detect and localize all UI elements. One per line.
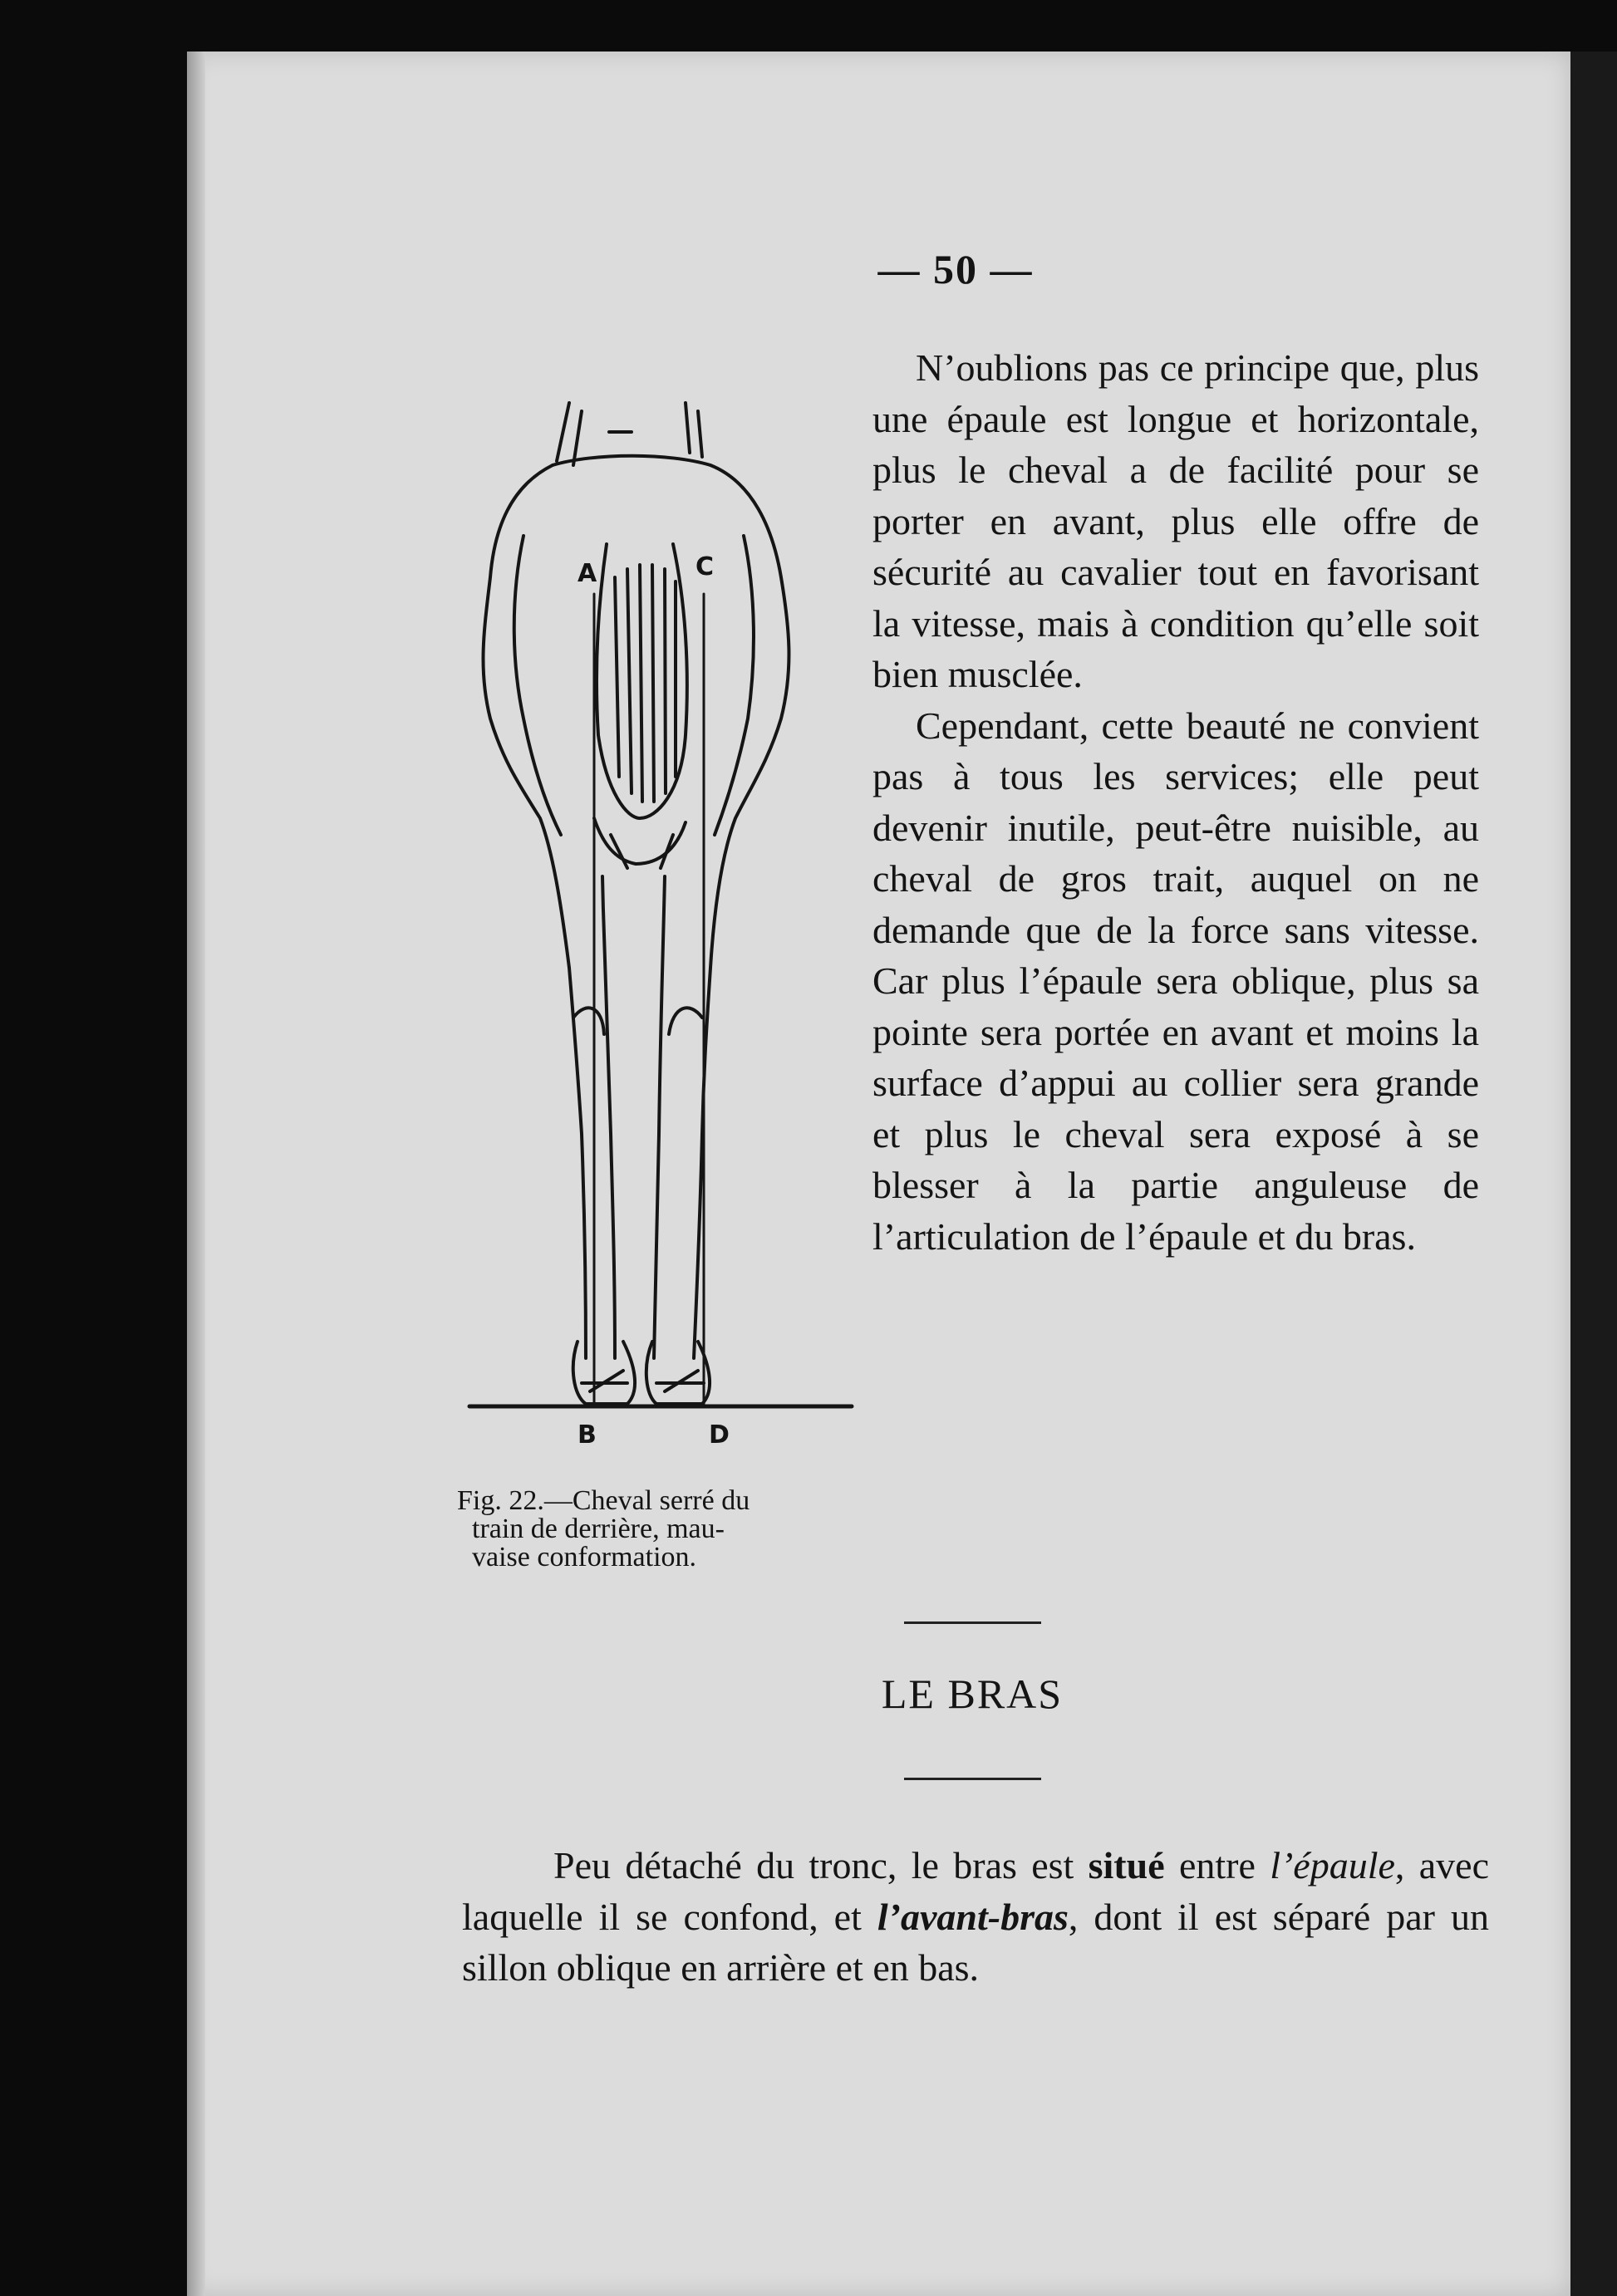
- paragraph-end: , dont il est séparé par un sillon oblique en arrière et en bas.: [462, 1895, 1489, 1989]
- term-epaule: l’épaule: [1270, 1844, 1395, 1886]
- paragraph-shoulder-principle: N’oublions pas ce principe que, plus une épaule est longue et horizontale, plus le cheval a de facilité pour se porter en avant, plus elle offre de sécurité au cavalier tout en favorisant la vitesse, mais à condition qu’elle soit bien musclée.: [872, 346, 1479, 695]
- paragraph-start: Peu détaché du tronc, le bras est: [553, 1844, 1089, 1886]
- figure-label-b: B: [578, 1420, 597, 1450]
- section-paragraph: [462, 1840, 1489, 1994]
- page-number: — 50 —: [877, 246, 1034, 292]
- caption-line-3: vaise conformation.: [472, 1542, 697, 1572]
- caption-line-2: train de derrière, mau-: [472, 1513, 725, 1544]
- section-rule-bottom: [904, 1778, 1041, 1780]
- page-gutter-shadow: [187, 52, 205, 2296]
- paragraph-draft-horse: Cependant, cette beauté ne convient pas à tous les services; elle peut devenir inutile, peut-être nuisible, au cheval de gros trait, auquel on ne demande que de la force sans vitesse. Car plus l’épaule sera oblique, plus sa pointe sera portée en avant et moins la surface d’appui au collier sera grande et plus le cheval sera exposé à se blesser à la partie anguleuse de l’articulation de l’épaule et du bras.: [872, 704, 1479, 1258]
- figure-label-d: D: [709, 1420, 730, 1450]
- paragraph-bold-word: situé: [1088, 1844, 1165, 1886]
- caption-line-1: Fig. 22.—Cheval serré du: [457, 1485, 750, 1516]
- paragraph-mid-1: entre: [1164, 1844, 1270, 1886]
- horse-rear-view-drawing: [461, 386, 860, 1483]
- figure-label-a: A: [578, 559, 597, 588]
- section-rule-top: [904, 1621, 1041, 1624]
- section-title: LE BRAS: [881, 1670, 1064, 1717]
- horse-hindquarters-figure: [461, 386, 860, 1483]
- figure-caption: [457, 1487, 856, 1572]
- text-column: [872, 342, 1479, 1262]
- term-avant-bras: l’avant-bras: [877, 1895, 1069, 1938]
- paragraph-mid-2: , avec laquelle il se confond, et: [462, 1844, 1489, 1938]
- figure-label-c: C: [695, 552, 715, 581]
- book-edge-right: [1570, 52, 1617, 2296]
